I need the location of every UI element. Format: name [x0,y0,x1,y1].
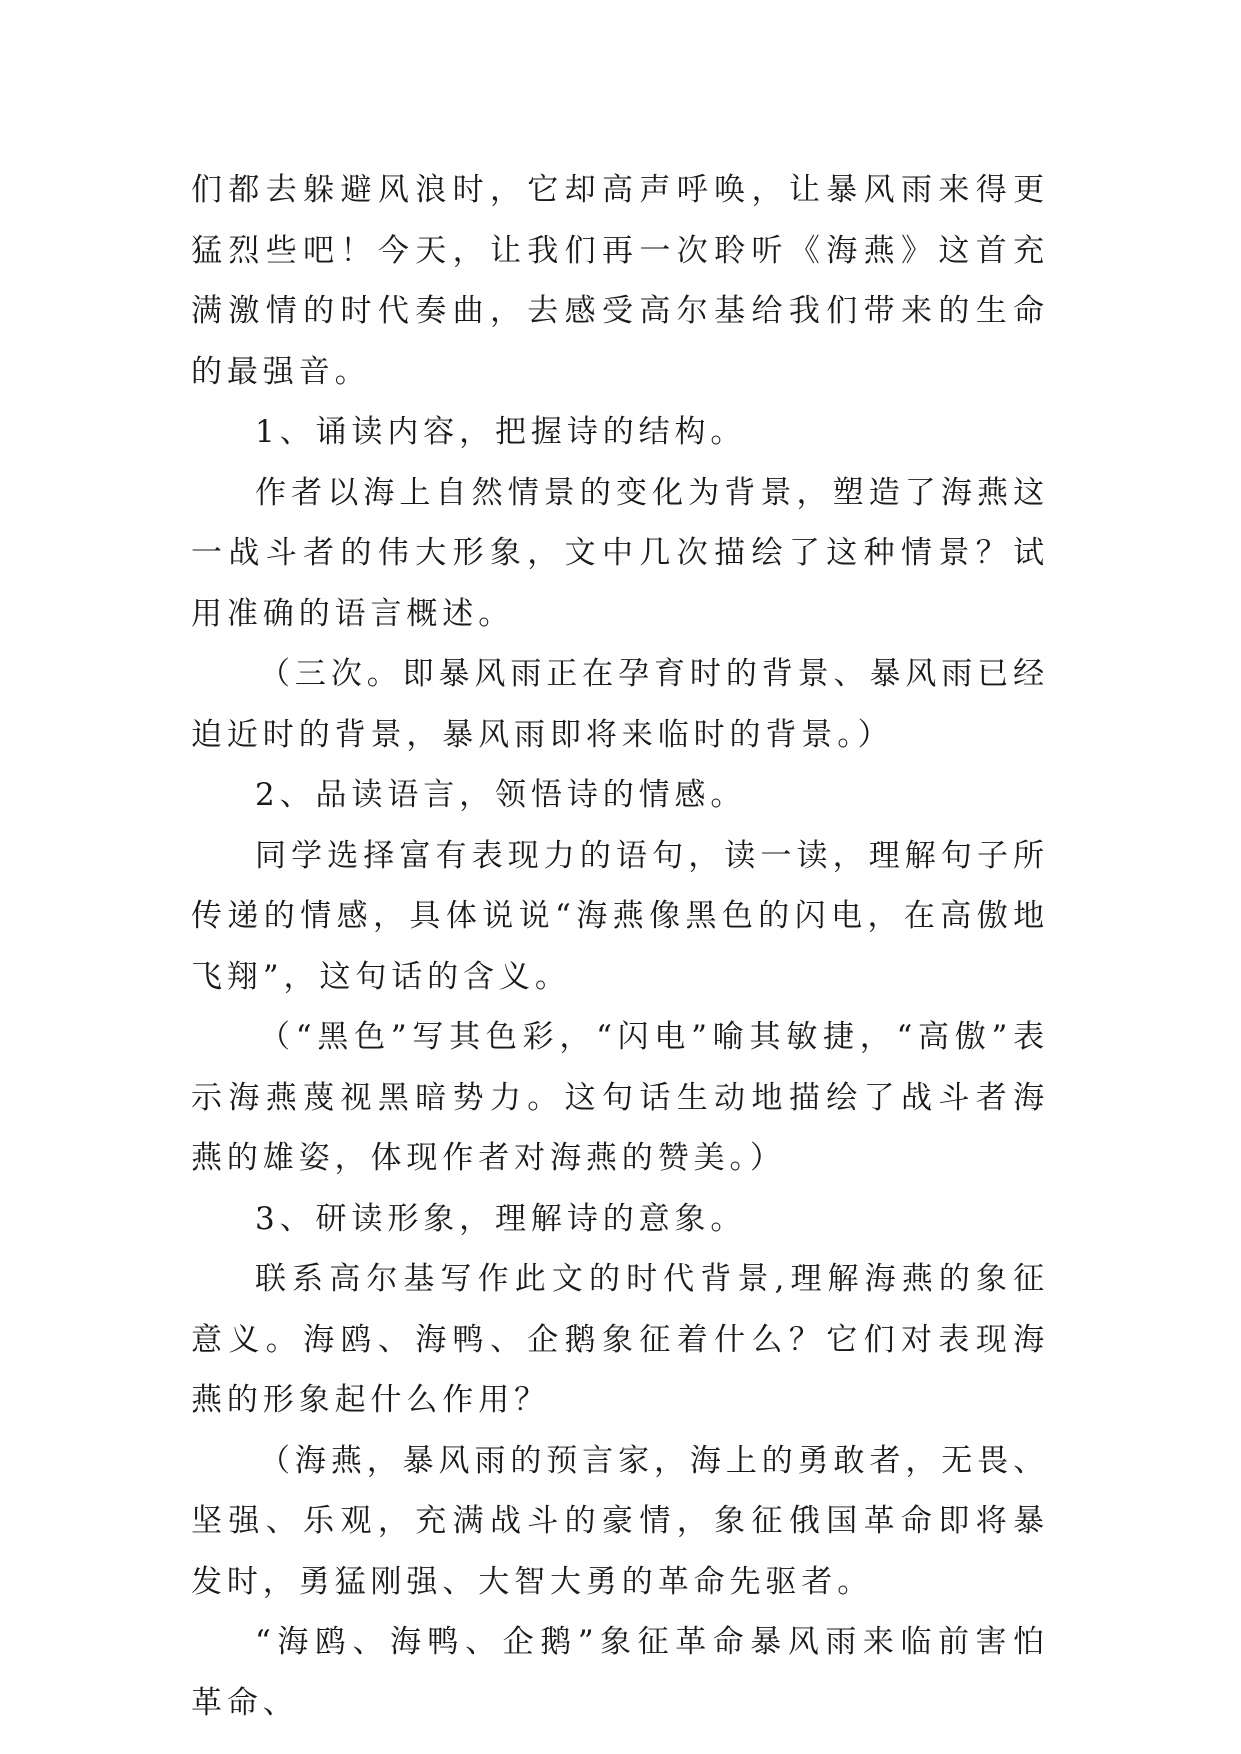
paragraph-4-answer: （三次。即暴风雨正在孕育时的背景、暴风雨已经迫近时的背景，暴风雨即将来临时的背景。） [191,656,1049,753]
paragraph-2-heading: 1、诵读内容，把握诗的结构。 [255,414,747,450]
paragraph-9: 联系高尔基写作此文的时代背景,理解海燕的象征意义。海鸥、海鸭、企鹅象征着什么？它们对表现海燕的形象起什么作用？ [191,1261,1049,1418]
paragraph-5-heading: 2、品读语言，领悟诗的情感。 [255,777,747,813]
paragraph-11: “海鸥、海鸭、企鹅”象征革命暴风雨来临前害怕革命、 [191,1624,1049,1721]
document-body [191,160,1049,1733]
paragraph-3: 作者以海上自然情景的变化为背景，塑造了海燕这一战斗者的伟大形象，文中几次描绘了这种情景？试用准确的语言概述。 [191,474,1049,632]
paragraph-8-heading: 3、研读形象，理解诗的意象。 [255,1200,747,1237]
paragraph-7-answer: （“黑色”写其色彩，“闪电”喻其敏捷，“高傲”表示海燕蔑视黑暗势力。这句话生动地描绘了战斗者海燕的雄姿，体现作者对海燕的赞美。） [191,1019,1049,1176]
paragraph-10-answer: （海燕，暴风雨的预言家，海上的勇敢者，无畏、坚强、乐观，充满战斗的豪情，象征俄国革命即将暴发时，勇猛刚强、大智大勇的革命先驱者。 [191,1442,1049,1600]
paragraph-6: 同学选择富有表现力的语句，读一读，理解句子所传递的情感，具体说说“海燕像黑色的闪电，在高傲地飞翔”，这句话的含义。 [191,837,1049,995]
paragraph-1: 们都去躲避风浪时，它却高声呼唤，让暴风雨来得更猛烈些吧！今天，让我们再一次聆听《海燕》这首充满激情的时代奏曲，去感受高尔基给我们带来的生命的最强音。 [191,172,1049,390]
